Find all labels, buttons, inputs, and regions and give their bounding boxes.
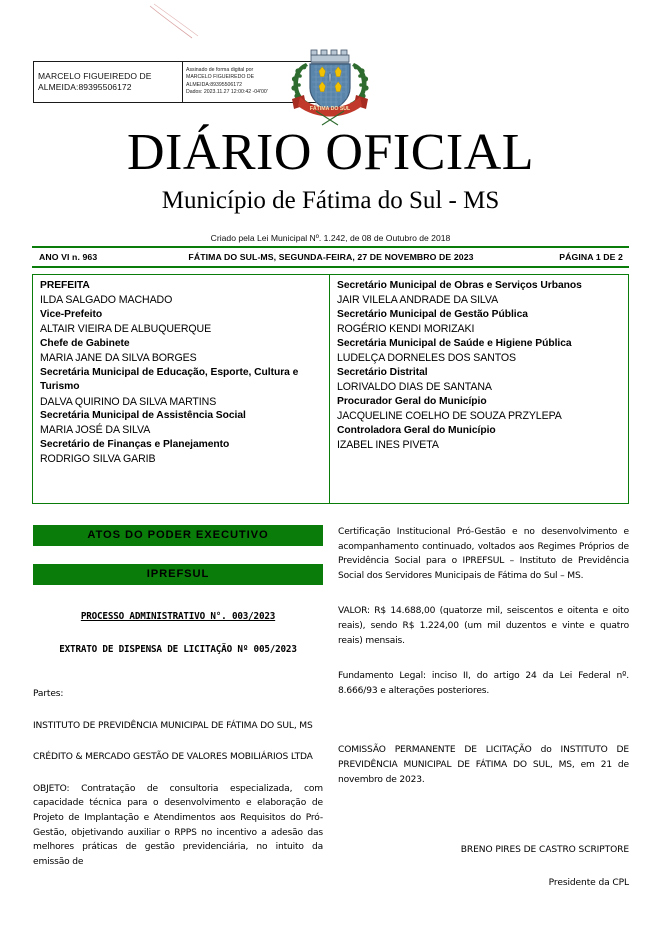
official-person: JAIR VILELA ANDRADE DA SILVA — [337, 294, 499, 307]
official-role: Secretária Municipal de Educação, Esporte, Cultura e Turismo — [40, 366, 299, 393]
officials-column-right — [330, 275, 628, 503]
official-person: ALTAIR VIEIRA DE ALBUQUERQUE — [40, 323, 212, 336]
official-role: Secretário Municipal de Obras e Serviços Urbanos — [337, 280, 582, 291]
official-role: Secretário de Finanças e Planejamento — [40, 438, 230, 450]
section-banner-executive: ATOS DO PODER EXECUTIVO — [33, 525, 323, 546]
official-role: Chefe de Gabinete — [40, 337, 130, 349]
official-role: Secretária Municipal de Assistência Social — [40, 410, 246, 422]
objeto-paragraph: OBJETO: Contratação de consultoria especializada, com capacidade técnica para o desenvolvimento e elaboração de Projeto de Implantação e Atendimentos aos Requisitos do Pró-Gestão, objetivando auxiliar o RPPS no incentivo a adesão das melhores práticas de gestão previdenciária, no intuito da emissão de — [33, 783, 323, 867]
fundamento-legal-paragraph: Fundamento Legal: inciso II, do artigo 24 da Lei Federal nº. 8.666/93 e alterações posteriores. — [338, 671, 629, 696]
ribbon-text: FÁTIMA DO SUL — [309, 106, 351, 112]
official-person: ILDA SALGADO MACHADO — [40, 294, 173, 307]
signer-role: Presidente da CPL — [548, 877, 629, 888]
officials-table — [32, 274, 629, 504]
municipal-coat-of-arms — [286, 41, 374, 129]
shield-icon — [310, 64, 350, 111]
official-role: Secretária Municipal de Saúde e Higiene Pública — [337, 337, 572, 349]
signature-flourish-icon — [148, 2, 208, 40]
official-role: Secretário Distrital — [337, 366, 428, 378]
issue-place-date: FÁTIMA DO SUL-MS, SEGUNDA-FEIRA, 27 DE NOVEMBRO DE 2023 — [188, 252, 474, 262]
comissao-paragraph: COMISSÃO PERMANENTE DE LICITAÇÃO do INSTITUTO DE PREVIDÊNCIA MUNICIPAL DE FÁTIMA DO SUL, MS, em 21 de novembro de 2023. — [338, 745, 629, 785]
signature-signer-line2: ALMEIDA:89395506172 — [38, 82, 132, 92]
official-person: RODRIGO SILVA GARIB — [40, 453, 156, 466]
official-person: MARIA JOSÉ DA SILVA — [40, 424, 151, 437]
page-title: DIÁRIO OFICIAL — [126, 124, 535, 181]
parte-segunda: CRÉDITO & MERCADO GESTÃO DE VALORES MOBILIÁRIOS LTDA — [33, 752, 313, 763]
signature-signer-line1: MARCELO FIGUEIREDO DE — [38, 71, 152, 81]
objeto-continuation-paragraph: Certificação Institucional Pró-Gestão e no desenvolvimento e acompanhamento continuado, voltados aos Regimes Próprios de Previdência Social para o IPREFSUL – Instituto de Previdência Social dos Servidores Municipais de Fátima do Sul – MS. — [338, 527, 629, 581]
official-role: Vice-Prefeito — [40, 308, 103, 320]
page-indicator: PÁGINA 1 DE 2 — [559, 252, 623, 262]
official-role: PREFEITA — [40, 280, 90, 291]
parte-primeira: INSTITUTO DE PREVIDÊNCIA MUNICIPAL DE FÁTIMA DO SUL, MS — [33, 720, 313, 731]
mural-crown-icon — [311, 50, 349, 64]
official-person: DALVA QUIRINO DA SILVA MARTINS — [40, 395, 217, 408]
official-role: Procurador Geral do Município — [337, 395, 487, 407]
creation-law-text: Criado pela Lei Municipal Nº. 1.242, de 08 de Outubro de 2018 — [210, 233, 451, 243]
officials-column-left — [33, 275, 330, 503]
valor-paragraph: VALOR: R$ 14.688,00 (quatorze mil, seiscentos e oitenta e oito reais), sendo R$ 1.224,00 (um mil duzentos e vinte e quatro reais) mensais. — [338, 606, 629, 646]
heading-extrato-dispensa: EXTRATO DE DISPENSA DE LICITAÇÃO Nº 005/2023 — [59, 644, 297, 655]
issue-info-bar — [32, 246, 629, 268]
signer-name: BRENO PIRES DE CASTRO SCRIPTORE — [460, 845, 629, 856]
signature-detail-line2: MARCELO FIGUEIREDO DE — [186, 74, 255, 81]
heading-processo-administrativo: PROCESSO ADMINISTRATIVO N°. 003/2023 — [80, 611, 276, 622]
section-banner-iprefsul: IPREFSUL — [33, 564, 323, 585]
partes-label: Partes: — [33, 689, 64, 699]
official-person: LORIVALDO DIAS DE SANTANA — [337, 381, 492, 394]
signature-detail-line1: Assinado de forma digital por — [186, 67, 254, 73]
signature-detail-line3: ALMEIDA:89395506172 — [186, 81, 242, 88]
issue-year-number: ANO VI n. 963 — [39, 252, 98, 262]
masthead — [0, 124, 661, 245]
shield-center-emblem — [329, 72, 332, 83]
digital-signature-stamp — [33, 61, 323, 103]
official-person: JACQUELINE COELHO DE SOUZA PRZYLEPA — [337, 410, 562, 423]
content-column-right — [338, 525, 629, 890]
official-person: IZABEL INES PIVETA — [337, 438, 439, 451]
official-person: ROGÉRIO KENDI MORIZAKI — [337, 323, 475, 336]
page-subtitle: Município de Fátima do Sul - MS — [161, 187, 500, 214]
official-person: LUDELÇA DORNELES DOS SANTOS — [337, 352, 517, 365]
signature-signer-name — [34, 62, 182, 102]
content-column-left — [33, 525, 323, 869]
signature-detail-line4: Dados: 2023.11.27 12:00:42 -04'00' — [186, 89, 268, 96]
official-role: Controladora Geral do Município — [337, 424, 496, 436]
official-person: MARIA JANE DA SILVA BORGES — [40, 352, 197, 365]
official-role: Secretário Municipal de Gestão Pública — [337, 308, 528, 320]
